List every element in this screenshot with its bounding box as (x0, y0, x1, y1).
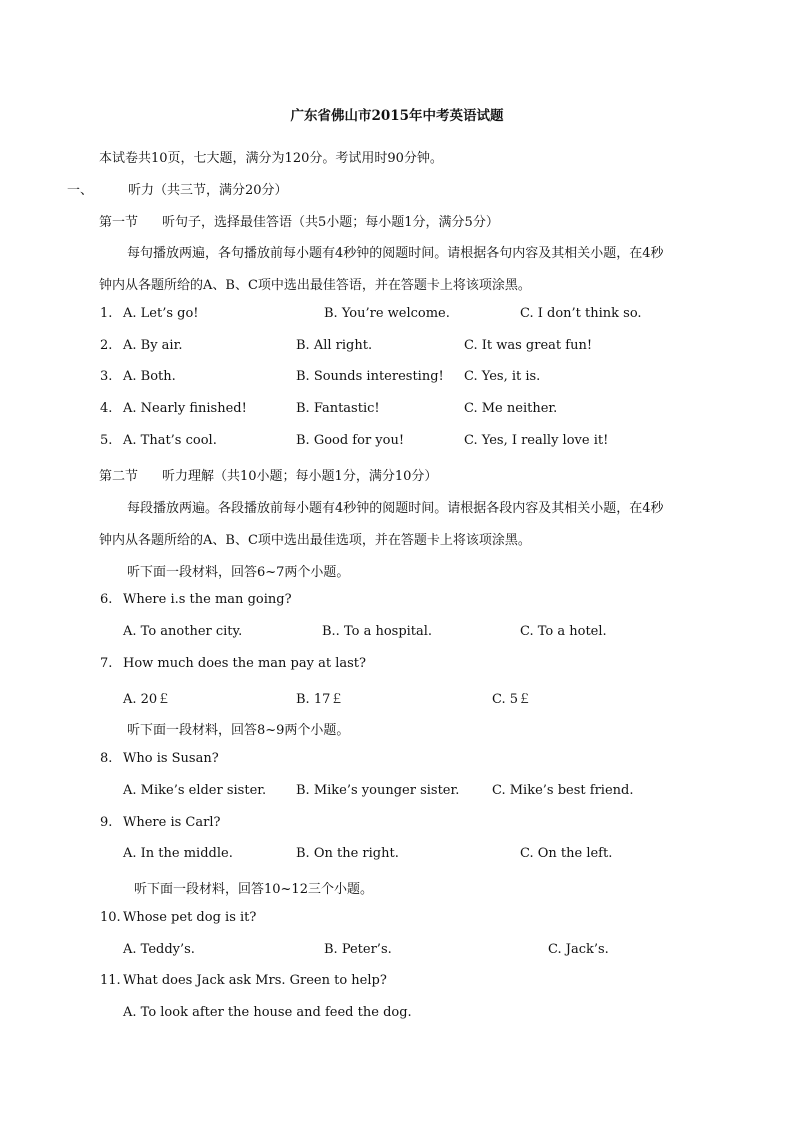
question-stem: Where i.s the man going? (123, 592, 292, 607)
option-b: B. On the right. (296, 846, 399, 861)
section2-instruction-cont: 钟内从各题所给的A、B、C项中选出最佳选项，并在答题卡上将该项涂黑。 (99, 533, 531, 548)
listening-prompt: 听下面一段材料，回答8~9两个小题。 (127, 723, 350, 738)
option-c: C. Me neither. (464, 401, 558, 416)
option-b: B. 17￡ (296, 692, 344, 707)
question-stem: Where is Carl? (123, 815, 221, 830)
option-c: C. On the left. (520, 846, 613, 861)
option-a: A. Teddy’s. (123, 942, 195, 957)
option-c: C. I don’t think so. (520, 306, 642, 321)
section1-instruction-cont: 钟内从各题所给的A、B、C项中选出最佳答语，并在答题卡上将该项涂黑。 (99, 278, 531, 293)
option-b: B. Good for you! (296, 433, 405, 448)
section1-instruction: 每句播放两遍，各句播放前每小题有4秒钟的阅题时间。请根据各句内容及其相关小题，在4秒 (127, 246, 664, 261)
question-stem: Who is Susan? (123, 751, 219, 766)
question-number: 6. (100, 592, 113, 607)
option-a: A. Let’s go! (123, 306, 199, 321)
option-a: A. To another city. (123, 624, 243, 639)
option-b: B. You’re welcome. (324, 306, 450, 321)
option-c: C. Yes, it is. (464, 369, 541, 384)
question-number: 10. (100, 910, 121, 925)
option-a: A. To look after the house and feed the dog. (123, 1005, 412, 1020)
question-stem: How much does the man pay at last? (123, 656, 366, 671)
option-a: A. Nearly finished! (123, 401, 247, 416)
option-c: C. To a hotel. (520, 624, 607, 639)
option-b: B. All right. (296, 338, 373, 353)
option-a: A. In the middle. (123, 846, 233, 861)
exam-intro: 本试卷共10页，七大题，满分为120分。考试用时90分钟。 (99, 151, 443, 166)
option-b: B. Peter’s. (324, 942, 392, 957)
section2-label: 第二节 (99, 469, 139, 484)
option-c: C. Jack’s. (548, 942, 609, 957)
page-title: 广东省佛山市2015年中考英语试题 (290, 108, 504, 124)
question-number: 4. (100, 401, 113, 416)
section1-heading: 听句子，选择最佳答语（共5小题；每小题1分，满分5分） (162, 215, 499, 230)
option-b: B. Mike’s younger sister. (296, 783, 460, 798)
listening-prompt: 听下面一段材料，回答10~12三个小题。 (134, 882, 373, 897)
option-c: C. It was great fun! (464, 338, 593, 353)
section2-heading: 听力理解（共10小题；每小题1分，满分10分） (162, 469, 438, 484)
option-a: A. Both. (123, 369, 176, 384)
question-number: 5. (100, 433, 113, 448)
question-number: 9. (100, 815, 113, 830)
question-number: 8. (100, 751, 113, 766)
option-c: C. Yes, I really love it! (464, 433, 609, 448)
option-b: B. Fantastic! (296, 401, 380, 416)
option-a: A. Mike’s elder sister. (123, 783, 267, 798)
question-stem: Whose pet dog is it? (123, 910, 257, 925)
option-b: B. Sounds interesting! (296, 369, 444, 384)
question-number: 3. (100, 369, 113, 384)
option-c: C. Mike’s best friend. (492, 783, 634, 798)
question-number: 1. (100, 306, 113, 321)
question-number: 11. (100, 973, 121, 988)
question-number: 2. (100, 338, 113, 353)
question-stem: What does Jack ask Mrs. Green to help? (123, 973, 387, 988)
section1-label: 第一节 (99, 215, 139, 230)
part1-heading: 听力（共三节，满分20分） (128, 183, 288, 198)
listening-prompt: 听下面一段材料，回答6~7两个小题。 (127, 565, 350, 580)
option-a: A. 20￡ (123, 692, 171, 707)
option-c: C. 5￡ (492, 692, 532, 707)
option-a: A. That’s cool. (123, 433, 217, 448)
option-a: A. By air. (123, 338, 183, 353)
part1-number: 一、 (67, 183, 94, 198)
question-number: 7. (100, 656, 113, 671)
section2-instruction: 每段播放两遍。各段播放前每小题有4秒钟的阅题时间。请根据各段内容及其相关小题，在4秒 (127, 501, 664, 516)
option-b: B.. To a hospital. (322, 624, 433, 639)
